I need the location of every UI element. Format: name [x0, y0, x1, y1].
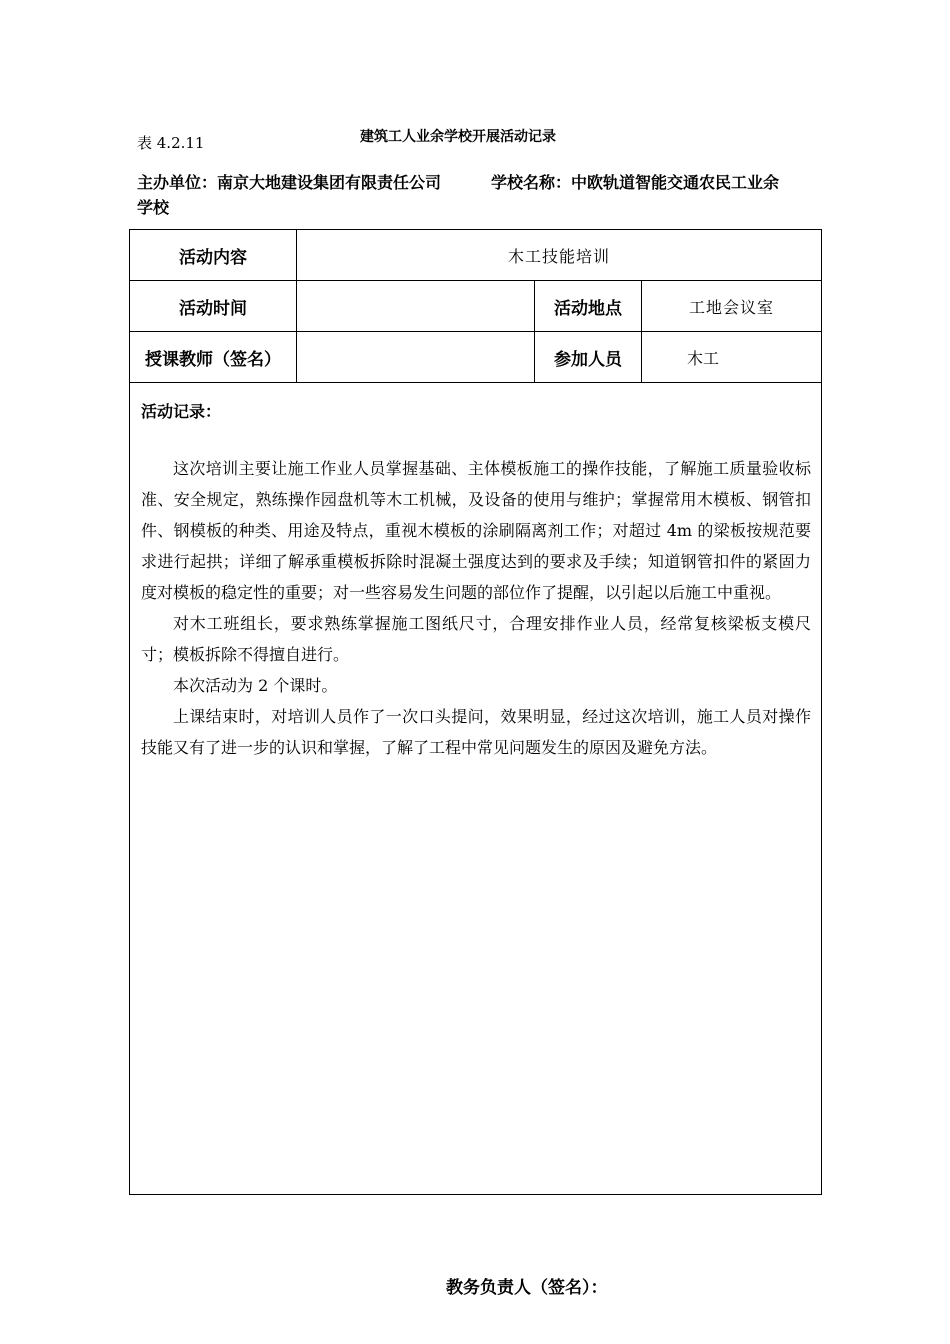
- school-name: 学校名称：中欧轨道智能交通农民工业余: [491, 173, 780, 192]
- activity-record-table: [129, 229, 822, 1298]
- record-paragraph: 上课结束时，对培训人员作了一次口头提问，效果明显，经过这次培训，施工人员对操作技能又有了进一步的认识和掌握，了解了工程中常见问题发生的原因及避免方法。: [141, 707, 811, 757]
- teacher-label: 授课教师（签名）: [130, 332, 297, 383]
- activity-content-label: 活动内容: [130, 230, 297, 281]
- row-activity-content: [130, 230, 822, 281]
- activity-time-value: [297, 281, 535, 332]
- academic-affairs-signer-label: 教务负责人（签名）：: [446, 1278, 608, 1298]
- record-cell: [130, 383, 822, 1298]
- host-unit: 主办单位：南京大地建设集团有限责任公司: [137, 173, 442, 192]
- teacher-value: [297, 332, 535, 383]
- row-teacher: [130, 332, 822, 383]
- row-record: [130, 383, 822, 1195]
- activity-content-value: 木工技能培训: [297, 230, 822, 281]
- meta-info: [137, 170, 827, 220]
- record-body: [141, 453, 811, 763]
- form-number: 表 4.2.11: [137, 134, 205, 152]
- participants-value: 木工: [642, 332, 822, 383]
- row-activity-time: [130, 281, 822, 332]
- school-name-continued: 学校: [137, 198, 170, 217]
- record-paragraph: 这次培训主要让施工作业人员掌握基础、主体模板施工的操作技能，了解施工质量验收标准、安全规定，熟练操作园盘机等木工机械，及设备的使用与维护；掌握常用木模板、钢管扣件、钢模板的种类、用途及特点，重视木模板的涂刷隔离剂工作；对超过 4m 的梁板按规范要求进行起拱；详细了解承重模板拆除时混凝土强度达到的要求及手续；知道钢管扣件的紧固力度对模板的稳定性的重要；对一些容易发生问题的部位作了提醒，以引起以后施工中重视。: [141, 459, 811, 602]
- activity-place-value: 工地会议室: [642, 281, 822, 332]
- participants-label: 参加人员: [535, 332, 642, 383]
- activity-time-label: 活动时间: [130, 281, 297, 332]
- activity-place-label: 活动地点: [535, 281, 642, 332]
- record-paragraph: 对木工班组长，要求熟练掌握施工图纸尺寸，合理安排作业人员，经常复核梁板支模尺寸；模板拆除不得擅自进行。: [141, 614, 811, 664]
- record-label: 活动记录：: [141, 402, 222, 421]
- record-paragraph: 本次活动为 2 个课时。: [173, 676, 338, 695]
- document-title: 建筑工人业余学校开展活动记录: [360, 129, 556, 145]
